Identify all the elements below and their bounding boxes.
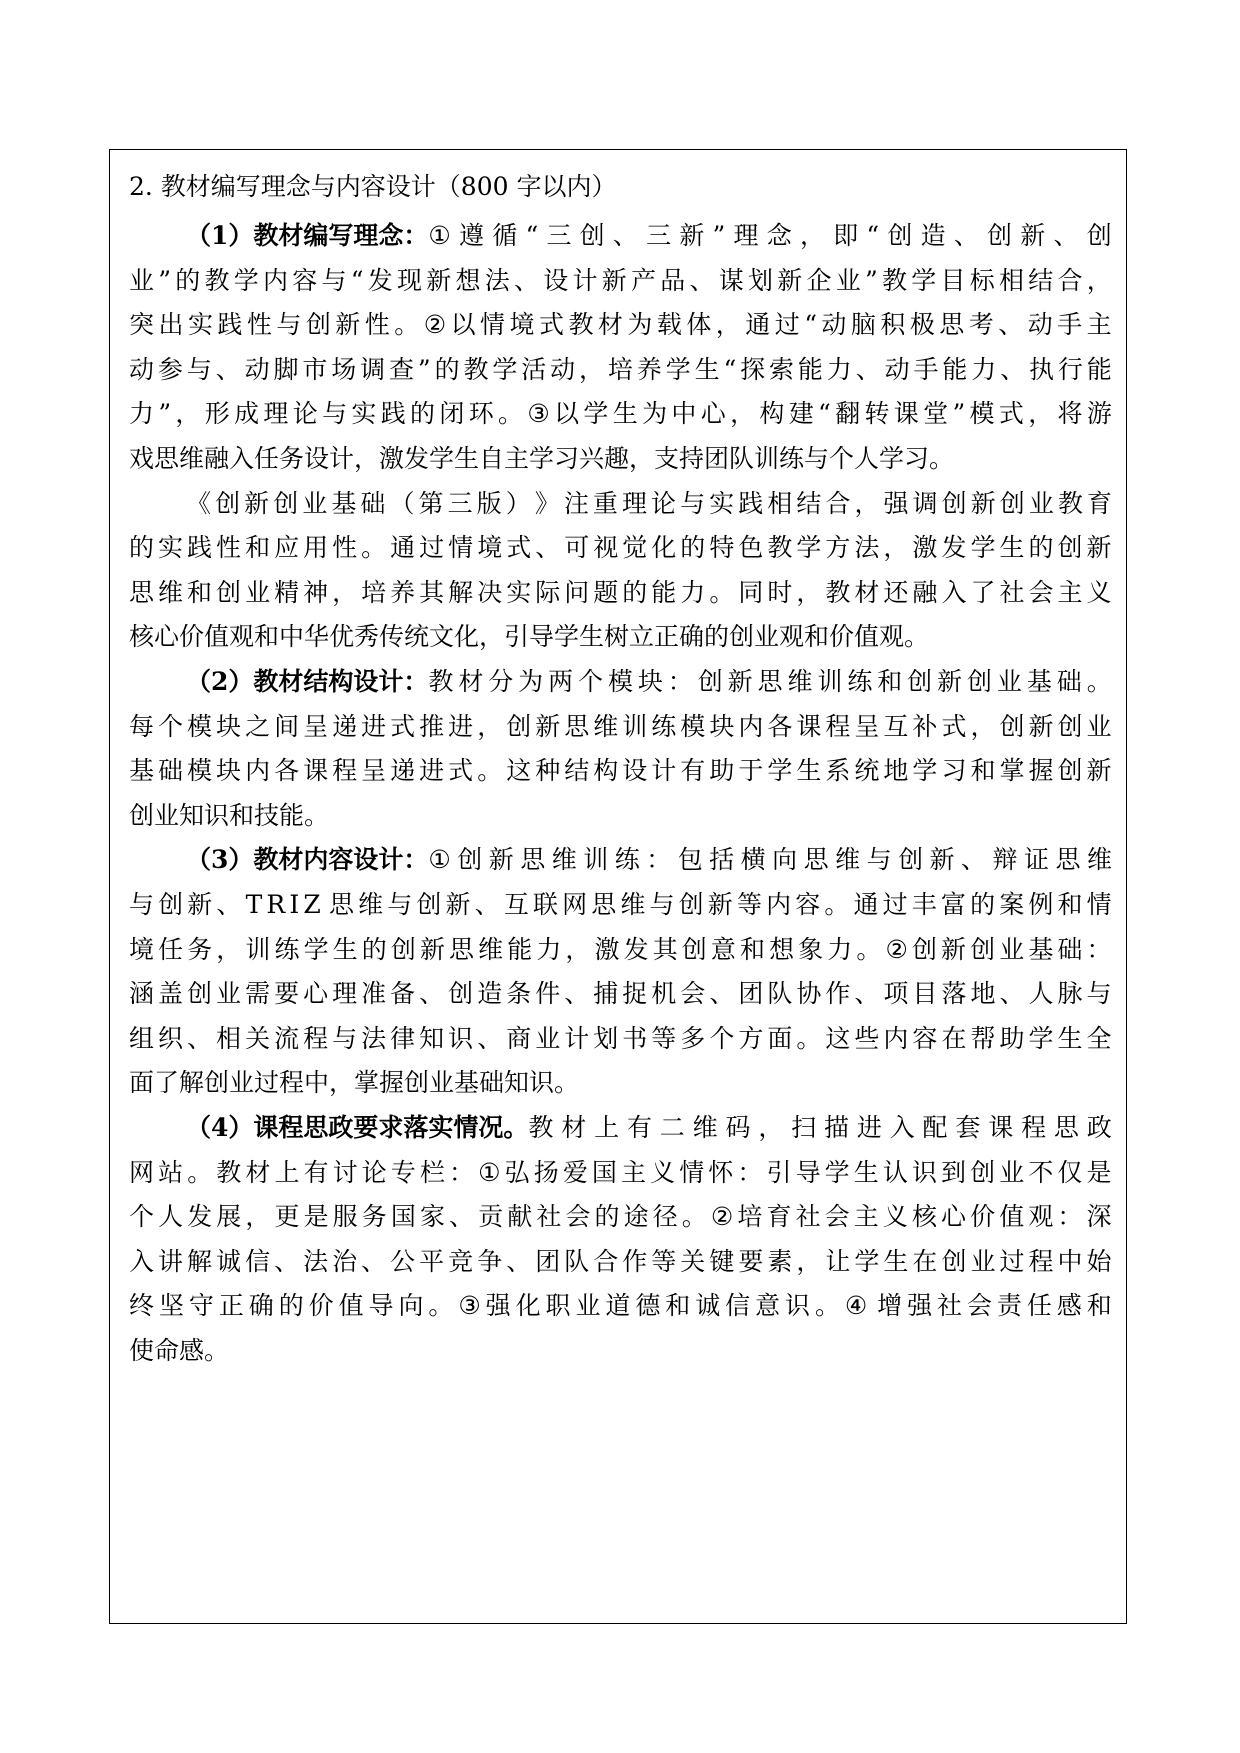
p5-line-1-text: 教 材 上 有 二 维 码 ， 扫 描 进 入 配 套 课 程 思 政 [528,1113,1112,1142]
p3-label: （2）教材结构设计： [186,667,429,696]
p3-line-1-text: 教 材 分 为 两 个 模 块 ： 创 新 思 维 训 练 和 创 新 创 业 基 础 。 [428,667,1112,696]
p4-line-1-text: ① 创 新 思 维 训 练 ： 包 括 横 向 思 维 与 创 新 、 辩 证 思 维 [428,845,1112,875]
p4-line-2: 与 创 新 、 T R I Z 思 维 与 创 新 、 互 联 网 思 维 与 创 新 等 内 容 。 通 过 丰 富 的 案 例 和 情 [129,890,1112,919]
p4-line-1 [186,838,1112,882]
p5-line-6: 使命感。 [129,1336,230,1365]
p3-line-2: 每 个 模 块 之 间 呈 递 进 式 推 进 ， 创 新 思 维 训 练 模 块 内 各 课 程 呈 互 补 式 ， 创 新 创 业 [129,711,1112,741]
p4-line-3: 境 任 务 ， 训 练 学 生 的 创 新 思 维 能 力 ， 激 发 其 创 意 和 想 象 力 。 ② 创 新 创 业 基 础 ： [129,934,1112,964]
p1-line-5: 力 ” ， 形 成 理 论 与 实 践 的 闭 环 。 ③ 以 学 生 为 中 心 ， 构 建 “ 翻 转 课 堂 ” 模 式 ， 将 游 [129,399,1112,429]
p3-line-1 [186,660,1112,704]
p1-line-3: 突 出 实 践 性 与 创 新 性 。 ② 以 情 境 式 教 材 为 载 体 ， 通 过 “ 动 脑 积 极 思 考 、 动 手 主 [129,310,1112,340]
p1-line-2: 业 ” 的 教 学 内 容 与 “ 发 现 新 想 法 、 设 计 新 产 品 、 谋 划 新 企 业 ” 教 学 目 标 相 结 合 ， [129,265,1112,295]
p1-line-1-text: ① 遵 循 “ 三 创 、 三 新 ” 理 念 ， 即 “ 创 造 、 创 新 、 创 [428,221,1112,250]
section-heading: 2. 教材编写理念与内容设计（800 字以内） [129,172,617,201]
p2-line-3: 思 维 和 创 业 精 神 ， 培 养 其 解 决 实 际 问 题 的 能 力 。 同 时 ， 教 材 还 融 入 了 社 会 主 义 [129,577,1112,607]
p5-line-2: 网 站 。 教 材 上 有 讨 论 专 栏 ： ① 弘 扬 爱 国 主 义 情 怀 ： 引 导 学 生 认 识 到 创 业 不 仅 是 [129,1157,1112,1187]
p5-label: （4）课程思政要求落实情况。 [186,1113,529,1142]
p4-label: （3）教材内容设计： [186,845,429,875]
p5-line-1 [186,1106,1112,1150]
p3-line-3: 基 础 模 块 内 各 课 程 呈 递 进 式 。 这 种 结 构 设 计 有 助 于 学 生 系 统 地 学 习 和 掌 握 创 新 [129,756,1112,786]
p2-line-4: 核心价值观和中华优秀传统文化，引导学生树立正确的创业观和价值观。 [129,622,930,652]
p1-label: （1）教材编写理念： [186,221,429,250]
p2-line-2: 的 实 践 性 和 应 用 性 。 通 过 情 境 式 、 可 视 觉 化 的 特 色 教 学 方 法 ， 激 发 学 生 的 创 新 [129,533,1112,563]
p4-line-6: 面了解创业过程中，掌握创业基础知识。 [129,1068,580,1098]
p1-line-1 [186,214,1112,258]
p5-line-3: 个 人 发 展 ， 更 是 服 务 国 家 、 贡 献 社 会 的 途 径 。 ② 培 育 社 会 主 义 核 心 价 值 观 ： 深 [129,1202,1112,1232]
p4-line-4: 涵 盖 创 业 需 要 心 理 准 备 、 创 造 条 件 、 捕 捉 机 会 、 团 队 协 作 、 项 目 落 地 、 人 脉 与 [129,979,1112,1009]
p5-line-5: 终 坚 守 正 确 的 价 值 导 向 。 ③ 强 化 职 业 道 德 和 诚 信 意 识 。 ④ 增 强 社 会 责 任 感 和 [129,1291,1112,1321]
p1-line-6: 戏思维融入任务设计，激发学生自主学习兴趣，支持团队训练与个人学习。 [129,444,955,473]
p5-line-4: 入 讲 解 诚 信 、 法 治 、 公 平 竞 争 、 团 队 合 作 等 关 键 要 素 ， 让 学 生 在 创 业 过 程 中 始 [129,1246,1112,1276]
p4-line-5: 组 织 、 相 关 流 程 与 法 律 知 识 、 商 业 计 划 书 等 多 个 方 面 。 这 些 内 容 在 帮 助 学 生 全 [129,1023,1112,1053]
p1-line-4: 动 参 与 、 动 脚 市 场 调 查 ” 的 教 学 活 动 ， 培 养 学 生 “ 探 索 能 力 、 动 手 能 力 、 执 行 能 [129,354,1112,384]
p3-line-4: 创业知识和技能。 [129,800,330,830]
p2-line-1: 《 创 新 创 业 基 础 （ 第 三 版 ） 》 注 重 理 论 与 实 践 相 结 合 ， 强 调 创 新 创 业 教 育 [186,488,1112,518]
